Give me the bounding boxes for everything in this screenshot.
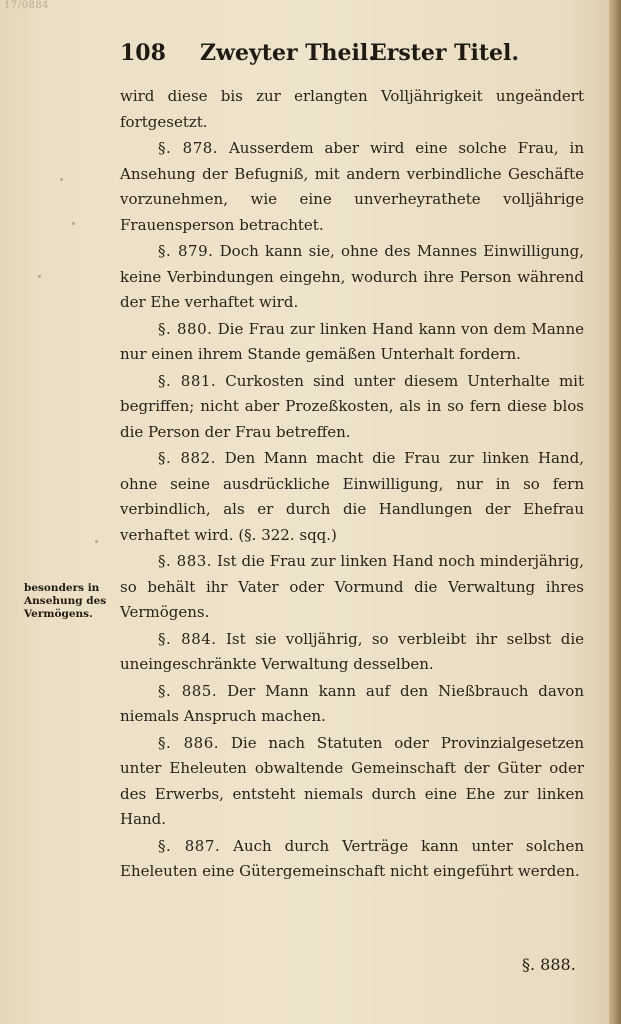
section-number: §. 884. <box>158 629 217 648</box>
paragraph-text: Ausserdem aber wird eine solche Frau, in Ansehung der Befugniß, mit andern verbindliche Geschäfte vorzunehmen, wie eine unverheyrathete volljährige Frauensperson betrachtet. <box>120 139 584 234</box>
paragraph-887 <box>120 834 584 885</box>
running-header <box>120 40 600 70</box>
paragraph-text: Ist die Frau zur linken Hand noch minderjährig, so behält ihr Vater oder Vormund die Verwaltung ihres Vermögens. <box>120 552 584 621</box>
paragraph-text: Der Mann kann auf den Nießbrauch davon niemals Anspruch machen. <box>120 681 585 725</box>
section-number: §. 878. <box>158 139 219 157</box>
paragraph-880 <box>120 317 584 368</box>
paragraph-text: Die Frau zur linken Hand kann von dem Manne nur einen ihrem Stande gemäßen Unterhalt fordern. <box>120 319 584 363</box>
page-number: 108 <box>120 40 166 66</box>
paper-speck <box>60 178 63 181</box>
paragraph-text: Die nach Statuten oder Provinzialgesetzen unter Eheleuten obwaltende Gemeinschaft der Güter oder des Erwerbs, entsteht niemals durch eine Ehe zur linken Hand. <box>120 733 584 828</box>
paragraph-text: wird diese bis zur erlangten Volljährigkeit ungeändert fortgesetzt. <box>120 87 584 131</box>
section-number: §. 887. <box>158 836 221 855</box>
paragraph-878 <box>120 136 584 238</box>
page-body <box>120 84 584 885</box>
section-number: §. 885. <box>158 681 218 700</box>
header-part: Zweyter Theil. <box>200 40 376 66</box>
paragraph-text: Den Mann macht die Frau zur linken Hand, ohne seine ausdrückliche Einwilligung, nur in so fern verbindlich, als er durch die Handlungen der Ehefrau verhaftet wird. (§. 322. sqq.) <box>120 449 585 544</box>
paper-speck <box>72 222 75 225</box>
paragraph-883 <box>120 549 584 626</box>
paper-speck <box>38 275 41 278</box>
paragraph-885 <box>120 679 584 730</box>
paragraph-881 <box>120 369 584 446</box>
library-stamp: 17/0884 <box>4 0 50 11</box>
section-number: §. 886. <box>158 733 220 752</box>
page-edge <box>609 0 621 1024</box>
catchword: §. 888. <box>522 955 576 974</box>
section-number: §. 880. <box>158 319 213 338</box>
paragraph-continuation <box>120 84 584 135</box>
paragraph-text: Doch kann sie, ohne des Mannes Einwilligung, keine Verbindungen eingehn, wodurch ihre Person während der Ehe verhaftet wird. <box>120 242 584 311</box>
paper-speck <box>95 540 98 543</box>
section-number: §. 882. <box>158 449 216 467</box>
marginal-note: besonders in Ansehung des Vermögens. <box>24 582 107 620</box>
section-number: §. 883. <box>158 552 213 570</box>
paragraph-text: Ist sie volljährig, so verbleibt ihr selbst die uneingeschränkte Verwaltung desselben. <box>120 629 584 673</box>
header-title: Erster Titel. <box>370 40 520 66</box>
section-number: §. 879. <box>158 242 214 260</box>
section-number: §. 881. <box>158 371 217 390</box>
paragraph-879 <box>120 239 584 316</box>
paragraph-886 <box>120 731 584 833</box>
paragraph-text: Curkosten sind unter diesem Unterhalte mit begriffen; nicht aber Prozeßkosten, als in so fern diese blos die Person der Frau betreffen. <box>120 371 584 441</box>
paragraph-text: Auch durch Verträge kann unter solchen Eheleuten eine Gütergemeinschaft nicht eingeführt werden. <box>120 836 584 880</box>
paragraph-884 <box>120 627 584 678</box>
paragraph-882 <box>120 446 584 548</box>
